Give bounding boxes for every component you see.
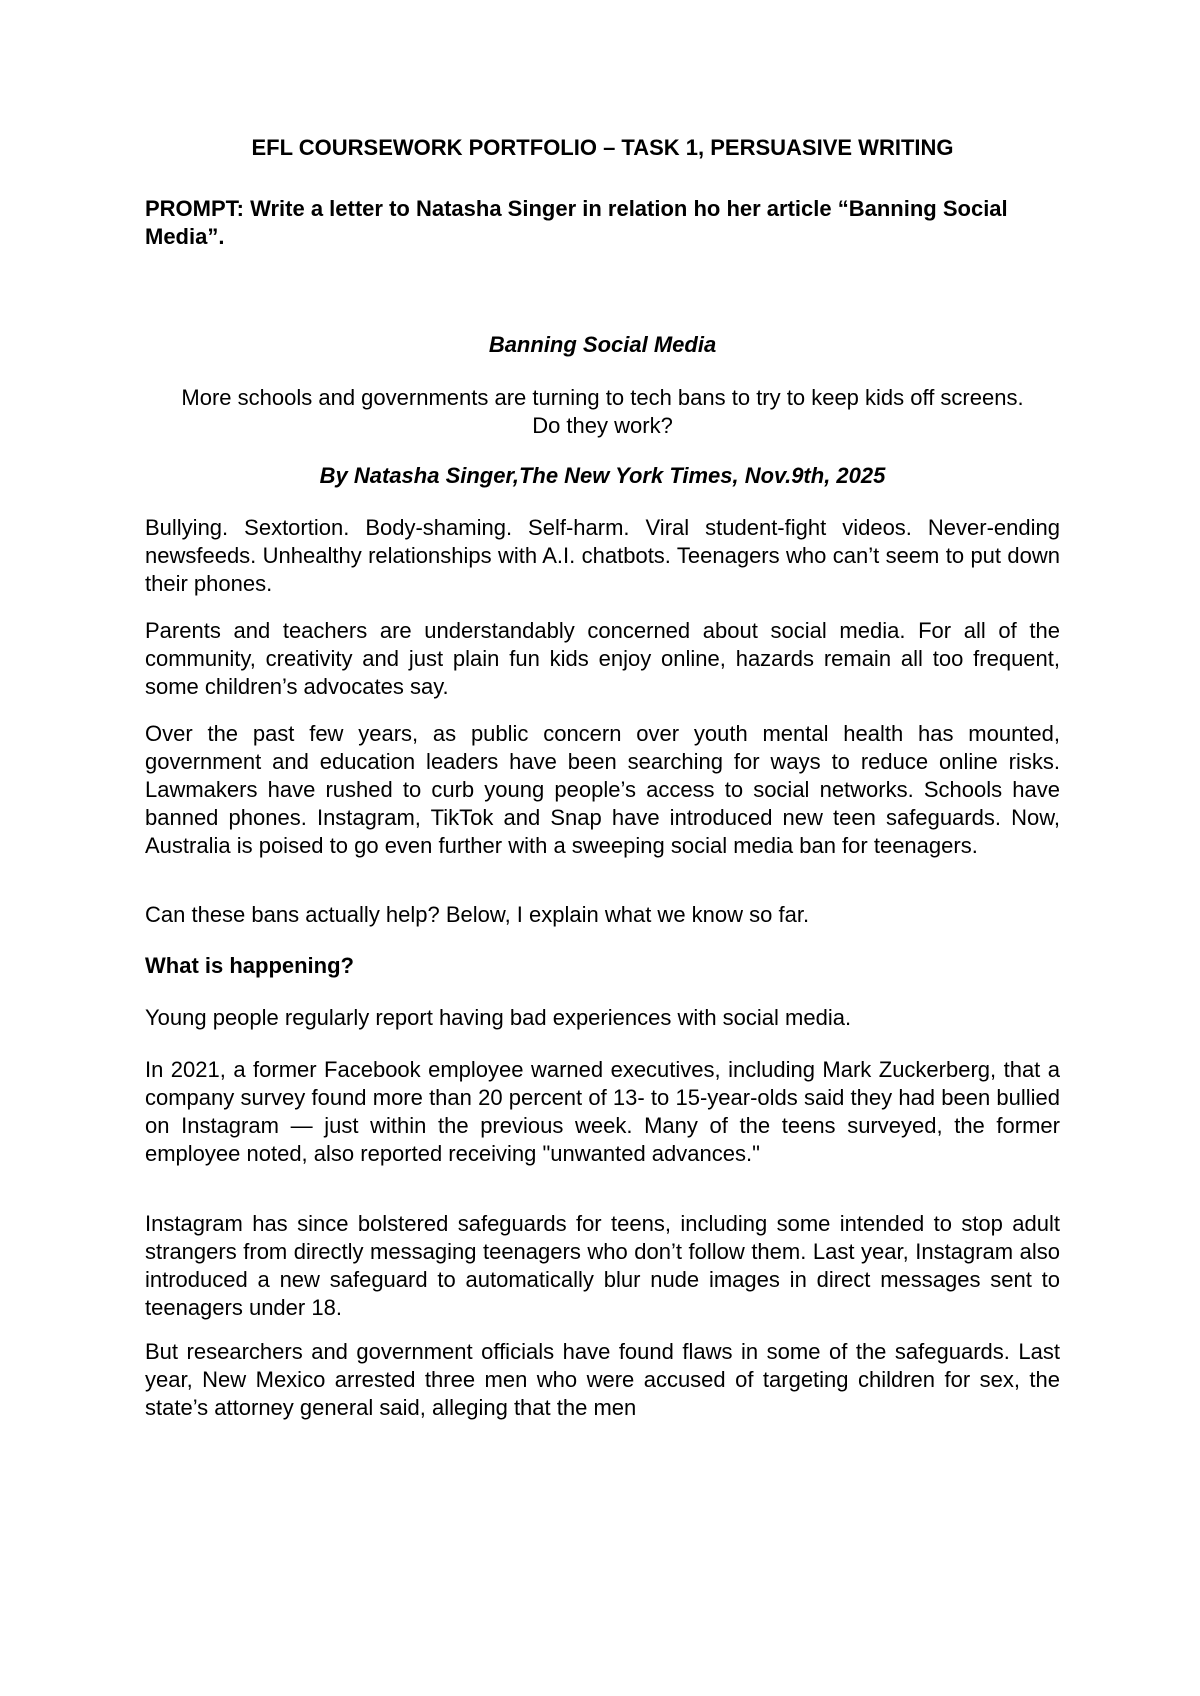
article-subtitle: More schools and governments are turning to tech bans to try to keep kids off screens. Do they work? bbox=[181, 385, 1024, 438]
section-paragraph: But researchers and government officials have found flaws in some of the safeguards. Last year, New Mexico arrested three men who were accused of targeting children for sex, the state’s attorney general said, alleging that the men bbox=[145, 1339, 1060, 1420]
writing-prompt: PROMPT: Write a letter to Natasha Singer in relation ho her article “Banning Social Media”. bbox=[145, 196, 1008, 249]
section-paragraph: In 2021, a former Facebook employee warned executives, including Mark Zuckerberg, that a company survey found more than 20 percent of 13- to 15-year-olds said they had been bullied on Instagram — just within the previous week. Many of the teens surveyed, the former employee noted, also reported receiving "unwanted advances." bbox=[145, 1057, 1060, 1166]
section-paragraph: Instagram has since bolstered safeguards for teens, including some intended to stop adult strangers from directly messaging teenagers who don’t follow them. Last year, Instagram also introduced a new safeguard to automatically blur nude images in direct messages sent to teenagers under 18. bbox=[145, 1211, 1060, 1320]
article-paragraph: Parents and teachers are understandably concerned about social media. For all of the community, creativity and just plain fun kids enjoy online, hazards remain all too frequent, some children’s advocates say. bbox=[145, 618, 1060, 699]
article-byline: By Natasha Singer,The New York Times, Nov.9th, 2025 bbox=[319, 463, 886, 488]
article-paragraph: Can these bans actually help? Below, I explain what we know so far. bbox=[145, 902, 810, 927]
article-title: Banning Social Media bbox=[488, 332, 717, 357]
article-paragraph: Bullying. Sextortion. Body-shaming. Self-harm. Viral student-fight videos. Never-ending newsfeeds. Unhealthy relationships with A.I. chatbots. Teenagers who can’t seem to put down their phones. bbox=[145, 515, 1060, 596]
section-heading: What is happening? bbox=[145, 953, 354, 978]
section-paragraph: Young people regularly report having bad experiences with social media. bbox=[145, 1005, 852, 1030]
article-paragraph: Over the past few years, as public concern over youth mental health has mounted, government and education leaders have been searching for ways to reduce online risks. Lawmakers have rushed to curb young people’s access to social networks. Schools have banned phones. Instagram, TikTok and Snap have introduced new teen safeguards. Now, Australia is poised to go even further with a sweeping social media ban for teenagers. bbox=[145, 721, 1060, 858]
document-heading: EFL COURSEWORK PORTFOLIO – TASK 1, PERSUASIVE WRITING bbox=[251, 135, 954, 160]
